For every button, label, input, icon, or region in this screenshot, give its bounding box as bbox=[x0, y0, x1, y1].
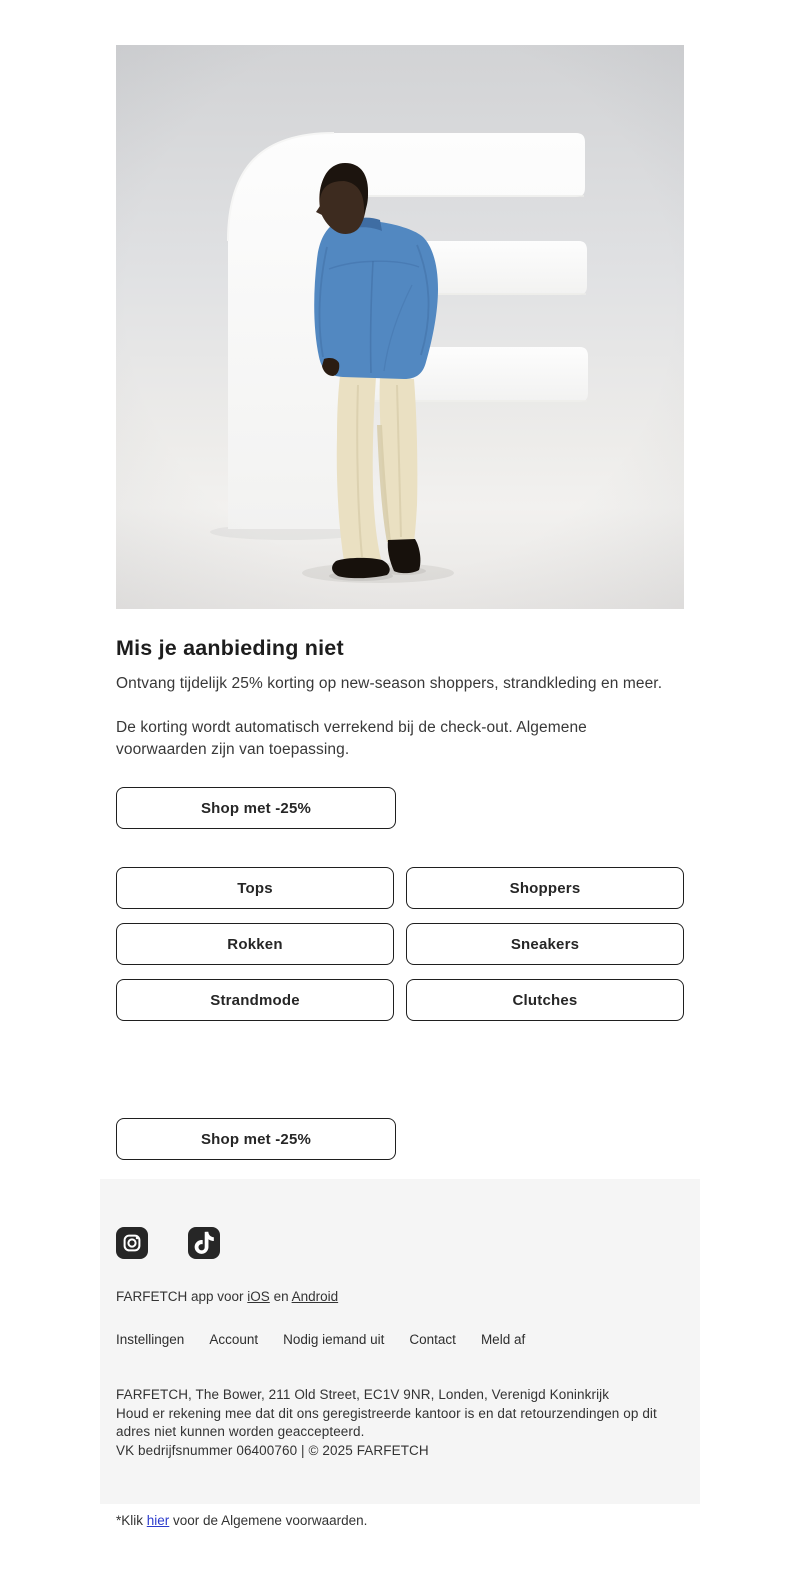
footer-link-contact[interactable]: Contact bbox=[409, 1332, 456, 1347]
terms-paragraph: De korting wordt automatisch verrekend bij de check-out. Algemene voorwaarden zijn van toepassing. bbox=[116, 719, 587, 758]
app-links-line bbox=[116, 1289, 684, 1305]
returns-notice: Houd er rekening mee dat dit ons geregistreerde kantoor is en dat retourzendingen op dit adres niet kunnen worden geaccepteerd. bbox=[116, 1405, 657, 1439]
page-title: Mis je aanbieding niet bbox=[116, 636, 344, 660]
category-button-sneakers[interactable]: Sneakers bbox=[406, 923, 684, 965]
instagram-link[interactable] bbox=[116, 1227, 148, 1259]
email-body bbox=[0, 45, 800, 1529]
tiktok-link[interactable] bbox=[188, 1227, 220, 1259]
footer-link-account[interactable]: Account bbox=[209, 1332, 259, 1347]
app-line-prefix: FARFETCH app voor bbox=[116, 1289, 248, 1304]
ios-app-link[interactable]: iOS bbox=[247, 1289, 270, 1304]
category-button-tops[interactable]: Tops bbox=[116, 867, 394, 909]
email-content bbox=[116, 636, 684, 1160]
shop-cta-primary-button[interactable]: Shop met -25% bbox=[116, 787, 396, 829]
android-app-link[interactable]: Android bbox=[291, 1289, 339, 1304]
instagram-icon bbox=[116, 1227, 148, 1259]
footer-link-instellingen[interactable]: Instellingen bbox=[116, 1332, 185, 1347]
tiktok-icon bbox=[188, 1227, 220, 1259]
social-links bbox=[116, 1227, 684, 1259]
company-address: FARFETCH, The Bower, 211 Old Street, EC1V 9NR, Londen, Verenigd Koninkrijk bbox=[116, 1387, 610, 1402]
company-registration: VK bedrijfsnummer 06400760 | © 2025 FARFETCH bbox=[116, 1442, 429, 1458]
footer-nav bbox=[116, 1332, 684, 1348]
vignette-overlay bbox=[116, 45, 684, 609]
terms-prefix: *Klik bbox=[116, 1513, 147, 1528]
footer-link-meld-af[interactable]: Meld af bbox=[480, 1332, 526, 1347]
category-grid bbox=[116, 867, 684, 1021]
category-button-shoppers[interactable]: Shoppers bbox=[406, 867, 684, 909]
hero-banner[interactable] bbox=[116, 45, 684, 609]
category-button-rokken[interactable]: Rokken bbox=[116, 923, 394, 965]
terms-suffix: voor de Algemene voorwaarden. bbox=[169, 1513, 368, 1528]
category-button-strandmode[interactable]: Strandmode bbox=[116, 979, 394, 1021]
email-footer bbox=[100, 1179, 700, 1504]
terms-link[interactable]: hier bbox=[146, 1513, 170, 1528]
app-line-connector: en bbox=[269, 1289, 292, 1304]
category-button-clutches[interactable]: Clutches bbox=[406, 979, 684, 1021]
hero-image bbox=[116, 45, 684, 609]
company-info bbox=[116, 1386, 684, 1460]
footer-link-nodig-iemand-uit[interactable]: Nodig iemand uit bbox=[283, 1332, 385, 1347]
offer-paragraph: Ontvang tijdelijk 25% korting op new-season shoppers, strandkleding en meer. bbox=[116, 675, 663, 692]
terms-line bbox=[116, 1512, 800, 1529]
shop-cta-secondary-button[interactable]: Shop met -25% bbox=[116, 1118, 396, 1160]
